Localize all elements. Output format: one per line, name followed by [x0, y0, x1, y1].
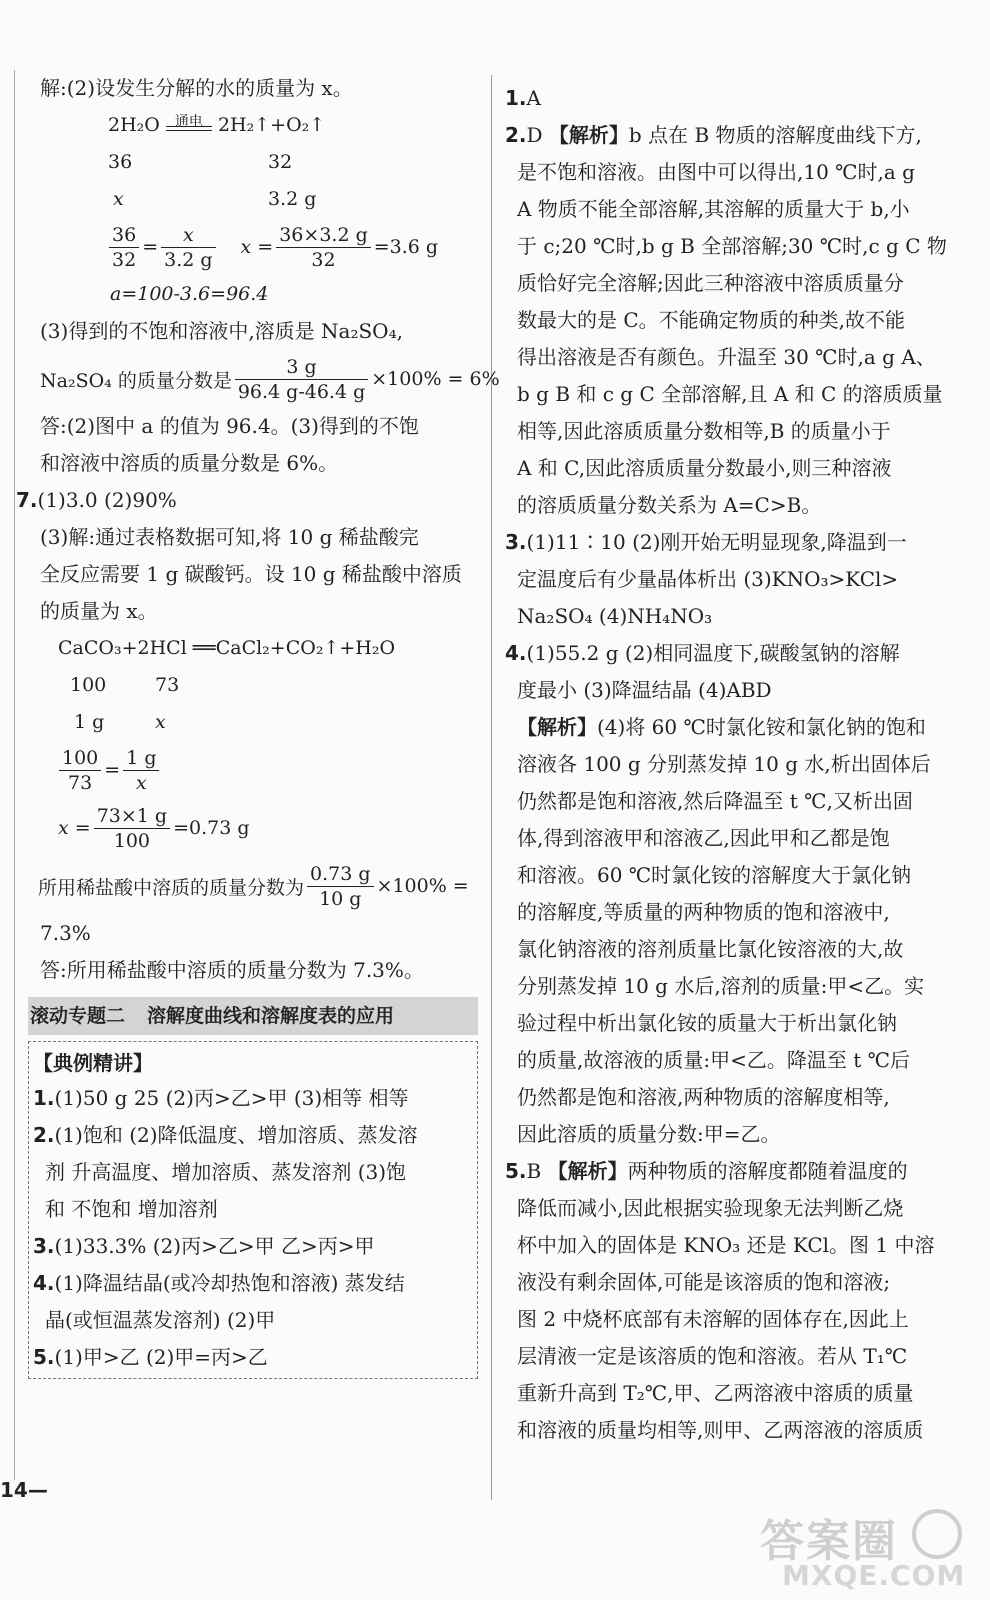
- r-q2-text: 是不饱和溶液。由图中可以得出,10 ℃时,a g: [517, 160, 915, 184]
- left-column: [16, 70, 500, 1379]
- r-q5-text: 图 2 中烧杯底部有未溶解的固体存在,因此上: [517, 1307, 909, 1331]
- r-q5-text: 重新升高到 T₂℃,甲、乙两溶液中溶质的质量: [517, 1381, 914, 1405]
- r-q4-text: 仍然都是饱和溶液,然后降温至 t ℃,又析出固: [517, 789, 913, 813]
- box-item-4: 4.(1)降温结晶(或冷却热饱和溶液) 蒸发结 晶(或恒温蒸发溶剂) (2)甲: [33, 1271, 405, 1332]
- watermark-text: 答案圈: [760, 1516, 898, 1567]
- eq1-unknown-row: [28, 181, 478, 218]
- eq2-mass-row: 100 73: [70, 674, 180, 696]
- proportion-row-1: $\frac{36}{32}$ = $\frac{x}{3.2 g}$ x = $\frac{36\times 3.2 g}{32}$ =3.6 g: [28, 218, 478, 276]
- q7-line1: 7.(1)3.0 (2)90%: [16, 488, 177, 512]
- right-column: [505, 80, 975, 1449]
- eq1-condition: 通电: [174, 114, 203, 130]
- r-q3-text: 定温度后有少量晶体析出 (3)KNO₃>KCl>: [517, 567, 899, 591]
- r-q3-text: Na₂SO₄ (4)NH₄NO₃: [517, 604, 713, 628]
- example-box: [28, 1041, 478, 1379]
- box-item-1: 1.(1)50 g 25 (2)丙>乙>甲 (3)相等 相等: [33, 1086, 409, 1110]
- eq1-reactant: 2H₂O: [108, 114, 160, 136]
- r-q2-text: A 物质不能全部溶解,其溶解的质量大于 b,小: [517, 197, 910, 221]
- section-title-bar: [28, 997, 478, 1035]
- r-q4-text: 和溶液。60 ℃时氯化铵的溶解度大于氯化钠: [517, 863, 912, 887]
- box-title: 【典例精讲】: [33, 1051, 153, 1075]
- r-q4-text: 仍然都是饱和溶液,两种物质的溶解度相等,: [517, 1085, 890, 1109]
- box-item-2: 2.(1)饱和 (2)降低温度、增加溶质、蒸发溶 剂 升高温度、增加溶质、蒸发溶剂 (3)饱 和 不饱和 增加溶剂: [33, 1123, 418, 1221]
- equation-water-electrolysis: [28, 107, 478, 144]
- q7-percent: 7.3%: [40, 921, 91, 945]
- eq1-mass-oxygen: 32: [268, 151, 293, 173]
- r-q4-text: 溶液各 100 g 分别蒸发掉 10 g 水,析出固体后: [517, 752, 931, 776]
- frac-x-3.2g: $\frac{x}{3.2 g}$: [161, 223, 215, 272]
- r-q2-line1: 2.D 【解析】b 点在 B 物质的溶解度曲线下方,: [505, 123, 922, 147]
- frac-solution: $\frac{36\times 3.2 g}{32}$: [276, 223, 371, 272]
- q7-text-3: 的质量为 x。: [40, 599, 158, 623]
- r-q5-text: 液没有剩余固体,可能是该溶质的饱和溶液;: [517, 1270, 891, 1294]
- left-margin-rule: [14, 70, 15, 1480]
- box-item-3: 3.(1)33.3% (2)丙>乙>甲 乙>丙>甲: [33, 1234, 375, 1258]
- r-q3-line1: 3.(1)11∶10 (2)刚开始无明显现象,降温到一: [505, 530, 907, 554]
- column-divider: [491, 75, 492, 1500]
- r-q2-text: 于 c;20 ℃时,b g B 全部溶解;30 ℃时,c g C 物: [517, 234, 947, 258]
- r-q5-text: 降低而减小,因此根据实验现象无法判断乙烧: [517, 1196, 904, 1220]
- equation-caco3-hcl: CaCO₃+2HCl ══CaCl₂+CO₂↑+H₂O: [58, 637, 396, 659]
- q6-answer-line2: 和溶液中溶质的质量分数是 6%。: [40, 451, 339, 475]
- analysis-tag: 【解析】: [547, 1159, 628, 1183]
- r-q5-text: 和溶液的质量均相等,则甲、乙两溶液的溶质质: [517, 1418, 924, 1442]
- watermark-logo-icon: [912, 1509, 962, 1559]
- analysis-tag: 【解析】: [548, 123, 629, 147]
- r-q4-text: 的质量,故溶液的质量:甲<乙。降温至 t ℃后: [517, 1048, 910, 1072]
- r-q2-text: 相等,因此溶质质量分数相等,B 的质量小于: [517, 419, 891, 443]
- r-q2-text: 数最大的是 C。不能确定物质的种类,故不能: [517, 308, 906, 332]
- q7-text-1: (3)解:通过表格数据可知,将 10 g 稀盐酸完: [40, 525, 419, 549]
- eq1-mass-row: [28, 144, 478, 181]
- r-q5-text: 杯中加入的固体是 KNO₃ 还是 KCl。图 1 中溶: [517, 1233, 935, 1257]
- r-q4-text: 体,得到溶液甲和溶液乙,因此甲和乙都是饱: [517, 826, 890, 850]
- page-number: 14—: [0, 1478, 48, 1502]
- r-q4-text: 验过程中析出氯化铵的质量大于析出氯化钠: [517, 1011, 897, 1035]
- r-q4-text: 因此溶质的质量分数:甲=乙。: [517, 1122, 781, 1146]
- q6-answer-line1: 答:(2)图中 a 的值为 96.4。(3)得到的不饱: [40, 414, 419, 438]
- eq1-unknown-x: x: [113, 188, 124, 210]
- r-q5-text: 层清液一定是该溶质的饱和溶液。若从 T₁℃: [517, 1344, 908, 1368]
- r-q2-text: A 和 C,因此溶质质量分数最小,则三种溶液: [517, 456, 892, 480]
- watermark: [760, 1505, 970, 1595]
- r-q4-analysis-1: 【解析】(4)将 60 ℃时氯化铵和氯化钠的饱和: [517, 715, 926, 739]
- r-q2-text: 得出溶液是否有颜色。升温至 30 ℃时,a g A、: [517, 345, 936, 369]
- r-q2-text: 质恰好完全溶解;因此三种溶液中溶质质量分: [517, 271, 904, 295]
- proportion-row-2: $\frac{100}{73}$ = $\frac{1 g}{x}$: [28, 741, 478, 799]
- watermark-url: MXQE.COM: [782, 1559, 966, 1592]
- r-q2-text: 的溶质质量分数关系为 A=C>B。: [517, 493, 822, 517]
- q7-answer: 答:所用稀盐酸中溶质的质量分数为 7.3%。: [40, 958, 424, 982]
- q6-mass-fraction: Na₂SO₄ 的质量分数是 $\frac{3 g}{96.4 g-46.4 g}$ ×100% = 6%: [40, 355, 500, 403]
- eq1-products: 2H₂↑+O₂↑: [217, 114, 326, 136]
- r-q1: 1.A: [505, 86, 541, 110]
- q6-part3: (3)得到的不饱和溶液中,溶质是 Na₂SO₄,: [40, 319, 403, 343]
- q6-intro: 解:(2)设发生分解的水的质量为 x。: [40, 76, 353, 100]
- a-value-line: a=100-3.6=96.4: [110, 283, 269, 305]
- r-q4-line1: 4.(1)55.2 g (2)相同温度下,碳酸氢钠的溶解: [505, 641, 900, 665]
- r-q4-text: 的溶解度,等质量的两种物质的饱和溶液中,: [517, 900, 890, 924]
- r-q4-text: 度最小 (3)降温结晶 (4)ABD: [517, 678, 772, 702]
- analysis-tag: 【解析】: [517, 715, 597, 739]
- proportion-solution-2: x = $\frac{73\times 1 g}{100}$ =0.73 g: [58, 804, 250, 852]
- q7-mass-fraction: 所用稀盐酸中溶质的质量分数为 $\frac{0.73 g}{10 g}$ ×100% =: [38, 862, 469, 910]
- r-q2-text: b g B 和 c g C 全部溶解,且 A 和 C 的溶质质量: [517, 382, 943, 406]
- q7-text-2: 全反应需要 1 g 碳酸钙。设 10 g 稀盐酸中溶质: [40, 562, 462, 586]
- eq1-mass-water: 36: [108, 151, 133, 173]
- section-label: 滚动专题二: [30, 1005, 126, 1027]
- frac-36-32: $\frac{36}{32}$: [109, 223, 139, 272]
- r-q4-text: 氯化钠溶液的溶剂质量比氯化铵溶液的大,故: [517, 937, 904, 961]
- r-q5-line1: 5.B 【解析】两种物质的溶解度都随着温度的: [505, 1159, 908, 1183]
- r-q4-text: 分别蒸发掉 10 g 水后,溶剂的质量:甲<乙。实: [517, 974, 925, 998]
- eq2-unknown-row: 1 g x: [74, 711, 166, 733]
- eq1-oxygen-given: 3.2 g: [268, 188, 317, 210]
- box-item-5: 5.(1)甲>乙 (2)甲=丙>乙: [33, 1345, 268, 1369]
- section-heading: 溶解度曲线和溶解度表的应用: [147, 1005, 395, 1027]
